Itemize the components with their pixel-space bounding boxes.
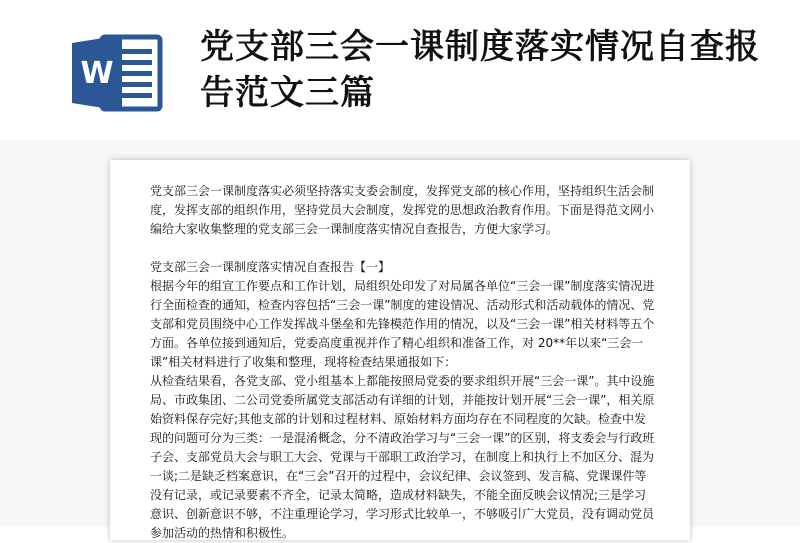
page-title: 党支部三会一课制度落实情况自查报告范文三篇 [200,27,760,113]
logo-letter: W [80,56,114,91]
blank-line [150,239,655,258]
word-document-icon [72,33,164,113]
document-body [150,182,655,543]
section-heading: 党支部三会一课制度落实情况自查报告【一】 [150,260,391,274]
body-paragraph: 根据今年的组宣工作要点和工作计划，局组织处印发了对局属各单位“三会一课”制度落实情况进行全面检查的通知，检查内容包括“三会一课”制度的建设情况、活动形式和活动载体的情况、党支部和党员围绕中心工作发挥战斗堡垒和先锋模范作用的情况，以及“三会一课”相关材料等五个方面。各单位接到通知后，党委高度重视并作了精心组织和准备工作，对 20**年以来“三会一课”相关材料进行了收集和整理，现将检查结果通报如下： [150,279,655,369]
intro-paragraph: 党支部三会一课制度落实必须坚持落实支委会制度，发挥党支部的核心作用，坚持组织生活会制度，发挥支部的组织作用，坚持党员大会制度，发挥党的思想政治教育作用。下面是得范文网小编给大家收集整理的党支部三会一课制度落实情况自查报告，方便大家学习。 [150,184,655,236]
body-paragraph: 从检查结果看，各党支部、党小组基本上都能按照局党委的要求组织开展“三会一课”。其中设施局、市政集团、二公司党委所属党支部活动有详细的计划，并能按计划开展“三会一课”，相关原始资料保存完好;其他支部的计划和过程材料、原始材料方面均存在不同程度的欠缺。检查中发现的问题可分为三类：一是混淆概念，分不清政治学习与“三会一课”的区别，将支委会与行政班子会、支部党员大会与职工大会、党课与干部职工政治学习，在制度上和执行上不加区分、混为一谈;二是缺乏档案意识，在“三会”召开的过程中，会议纪律、会议签到、发言稿、党课课件等没有记录，或记录要素不齐全，记录太简略，造成材料缺失，不能全面反映会议情况;三是学习意识、创新意识不够，不注重理论学习，学习形式比较单一，不够吸引广大党员，没有调动党员参加活动的热情和积极性。 [150,374,655,540]
document-page [110,160,690,540]
header [0,0,800,140]
